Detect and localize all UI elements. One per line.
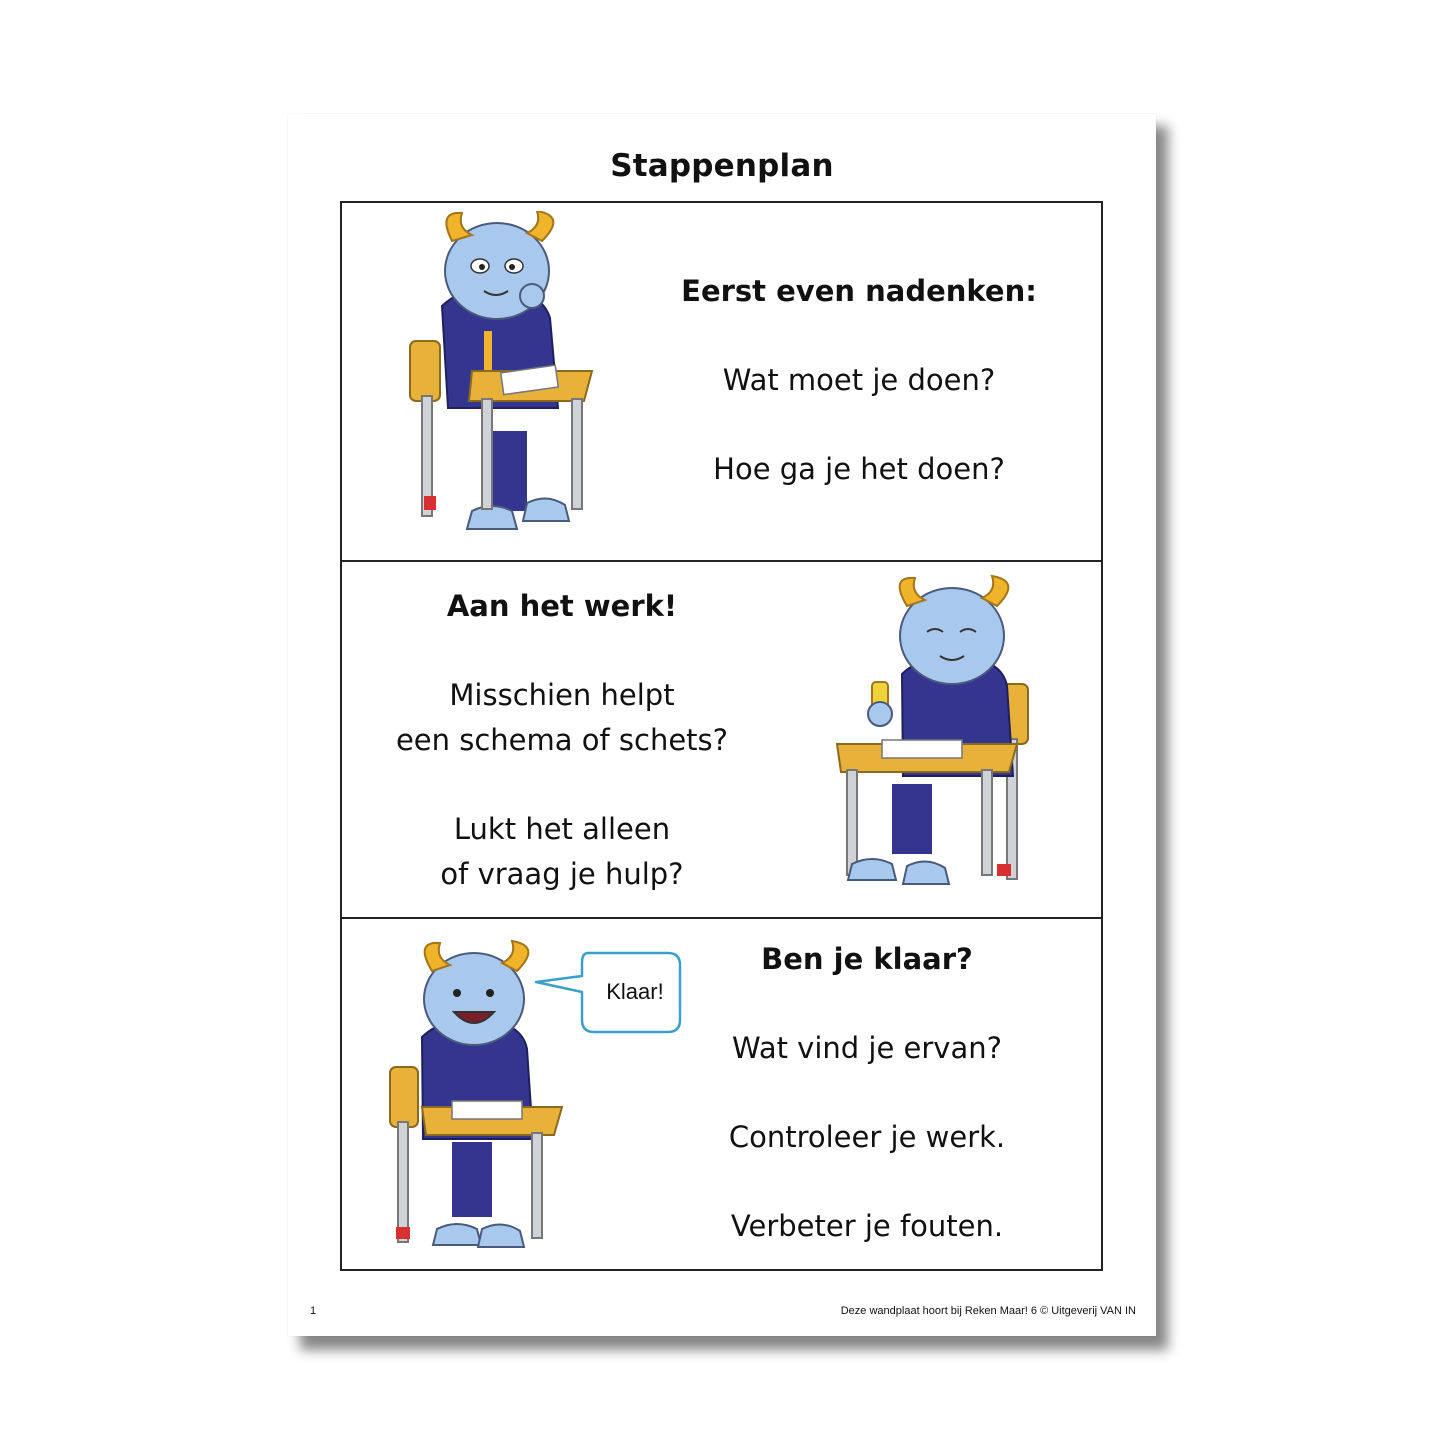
step-text-think bbox=[664, 269, 1054, 492]
step-heading: Ben je klaar? bbox=[761, 942, 973, 976]
step-panel-think bbox=[342, 203, 1101, 560]
speech-bubble-text: Klaar! bbox=[606, 979, 664, 1004]
step-line: Lukt het alleen bbox=[453, 811, 671, 846]
monster-thinking-illustration bbox=[402, 211, 602, 536]
step-line: een schema of schets? bbox=[395, 722, 729, 757]
step-line: Controleer je werk. bbox=[728, 1119, 1006, 1154]
step-line: Misschien helpt bbox=[449, 677, 675, 712]
monster-writing-illustration bbox=[832, 574, 1042, 899]
footer-credit: Deze wandplaat hoort bij Reken Maar! 6 © Uitgeverij VAN IN bbox=[840, 1305, 1136, 1317]
worksheet-page bbox=[288, 114, 1156, 1336]
step-text-done bbox=[672, 937, 1062, 1249]
step-line: of vraag je hulp? bbox=[440, 856, 684, 891]
step-panel-done bbox=[342, 917, 1101, 1276]
page-title: Stappenplan bbox=[610, 148, 834, 184]
step-line: Wat moet je doen? bbox=[722, 362, 996, 397]
page-number: 1 bbox=[310, 1305, 317, 1317]
step-line: Hoe ga je het doen? bbox=[713, 451, 1005, 486]
step-line: Verbeter je fouten. bbox=[730, 1208, 1004, 1243]
step-line: Wat vind je ervan? bbox=[732, 1030, 1002, 1065]
step-panel-work bbox=[342, 560, 1101, 919]
step-text-work bbox=[362, 584, 762, 897]
steps-grid bbox=[340, 201, 1103, 1271]
step-heading: Eerst even nadenken: bbox=[681, 274, 1037, 308]
step-heading: Aan het werk! bbox=[446, 589, 678, 623]
